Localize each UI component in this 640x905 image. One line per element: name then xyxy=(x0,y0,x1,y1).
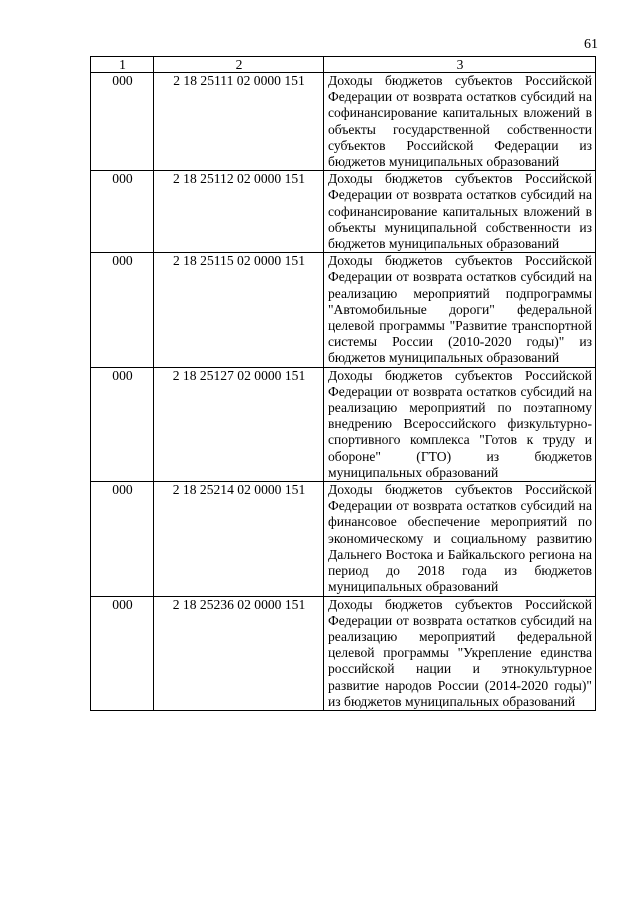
column-header-2: 2 xyxy=(154,57,324,73)
column-header-1: 1 xyxy=(91,57,154,73)
description-cell: Доходы бюджетов субъектов Российской Федерации от возврата остатков субсидий на реализацию мероприятий подпрограммы "Автомобильные дороги" федеральной целевой программы "Развитие транспортной системы России (2010-2020 годы)" из бюджетов муниципальных образований xyxy=(324,253,596,367)
column-header-3: 3 xyxy=(324,57,596,73)
description-cell: Доходы бюджетов субъектов Российской Федерации от возврата остатков субсидий на финансовое обеспечение мероприятий по экономическому и социальному развитию Дальнего Востока и Байкальского региона на период до 2018 года из бюджетов муниципальных образований xyxy=(324,482,596,596)
admin-code-cell: 000 xyxy=(91,367,154,481)
kbk-code-cell: 2 18 25214 02 0000 151 xyxy=(154,482,324,596)
table-row xyxy=(91,367,596,481)
admin-code-cell: 000 xyxy=(91,596,154,710)
table-header-row xyxy=(91,57,596,73)
kbk-code-cell: 2 18 25236 02 0000 151 xyxy=(154,596,324,710)
page-number: 61 xyxy=(584,37,598,52)
admin-code-cell: 000 xyxy=(91,171,154,253)
admin-code-cell: 000 xyxy=(91,482,154,596)
table-row xyxy=(91,482,596,596)
table-row xyxy=(91,596,596,710)
description-cell: Доходы бюджетов субъектов Российской Федерации от возврата остатков субсидий на реализацию мероприятий федеральной целевой программы "Укрепление единства российской нации и этнокультурное развитие народов России (2014-2020 годы)" из бюджетов муниципальных образований xyxy=(324,596,596,710)
kbk-code-cell: 2 18 25127 02 0000 151 xyxy=(154,367,324,481)
kbk-code-cell: 2 18 25111 02 0000 151 xyxy=(154,73,324,171)
table-row xyxy=(91,73,596,171)
kbk-code-cell: 2 18 25115 02 0000 151 xyxy=(154,253,324,367)
admin-code-cell: 000 xyxy=(91,253,154,367)
description-cell: Доходы бюджетов субъектов Российской Федерации от возврата остатков субсидий на реализацию мероприятий по поэтапному внедрению Всероссийского физкультурно-спортивного комплекса "Готов к труду и обороне" (ГТО) из бюджетов муниципальных образований xyxy=(324,367,596,481)
admin-code-cell: 000 xyxy=(91,73,154,171)
table-row xyxy=(91,253,596,367)
description-cell: Доходы бюджетов субъектов Российской Федерации от возврата остатков субсидий на софинансирование капитальных вложений в объекты государственной собственности субъектов Российской Федерации из бюджетов муниципальных образований xyxy=(324,73,596,171)
budget-revenue-table xyxy=(90,56,596,711)
table-row xyxy=(91,171,596,253)
description-cell: Доходы бюджетов субъектов Российской Федерации от возврата остатков субсидий на софинансирование капитальных вложений в объекты муниципальной собственности из бюджетов муниципальных образований xyxy=(324,171,596,253)
kbk-code-cell: 2 18 25112 02 0000 151 xyxy=(154,171,324,253)
